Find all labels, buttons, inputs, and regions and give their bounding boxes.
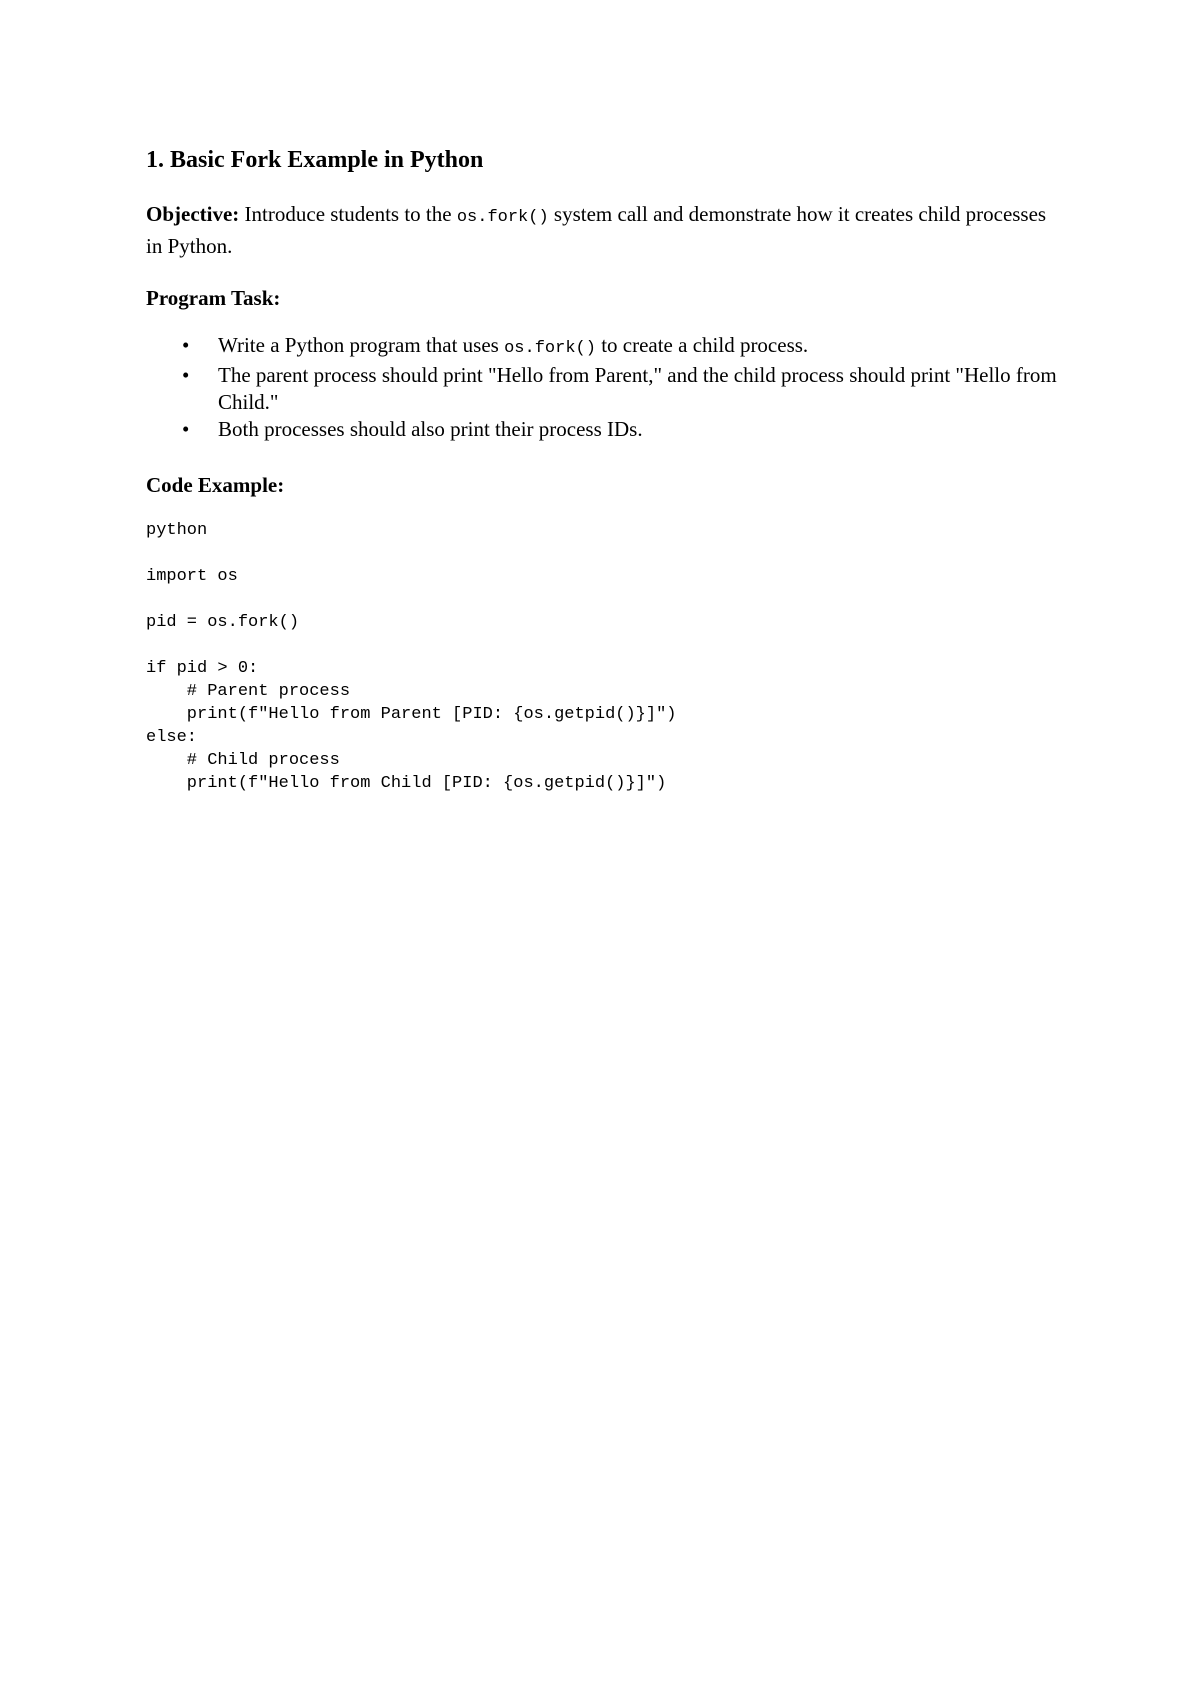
code-block: import os pid = os.fork() if pid > 0: # Parent process print(f"Hello from Parent [PID: {os.getpid()}]") else: # Child process print(f"Hello from Child [PID: {os.getpid()}]") bbox=[146, 567, 677, 793]
objective-inline-code: os.fork() bbox=[456, 208, 549, 227]
bullet-icon: • bbox=[182, 363, 190, 387]
list-item bbox=[146, 416, 1061, 443]
objective-label: Objective: bbox=[146, 202, 240, 226]
page-title: 1. Basic Fork Example in Python bbox=[146, 147, 484, 173]
objective-text-before: Introduce students to the bbox=[239, 202, 457, 226]
bullet-icon: • bbox=[182, 333, 190, 357]
task-inline-code: os.fork() bbox=[504, 339, 596, 358]
code-example-heading: Code Example: bbox=[146, 473, 285, 497]
list-item bbox=[146, 362, 1061, 416]
task-text-after: to create a child process. bbox=[595, 333, 809, 357]
task-text-before: Write a Python program that uses bbox=[218, 333, 505, 357]
task-text-before: The parent process should print "Hello from Parent," and the child process should print "Hello from Child." bbox=[218, 363, 1057, 414]
program-task-list bbox=[146, 332, 1061, 443]
program-task-heading: Program Task: bbox=[146, 286, 281, 310]
document-page bbox=[146, 144, 1061, 795]
objective-text-after: system call and demonstrate how it creates child processes in Python. bbox=[146, 202, 1047, 258]
task-text-before: Both processes should also print their process IDs. bbox=[218, 417, 643, 441]
objective-paragraph bbox=[146, 200, 1061, 260]
bullet-icon: • bbox=[182, 417, 190, 441]
list-item bbox=[146, 332, 1061, 362]
code-language-label: python bbox=[146, 521, 208, 540]
